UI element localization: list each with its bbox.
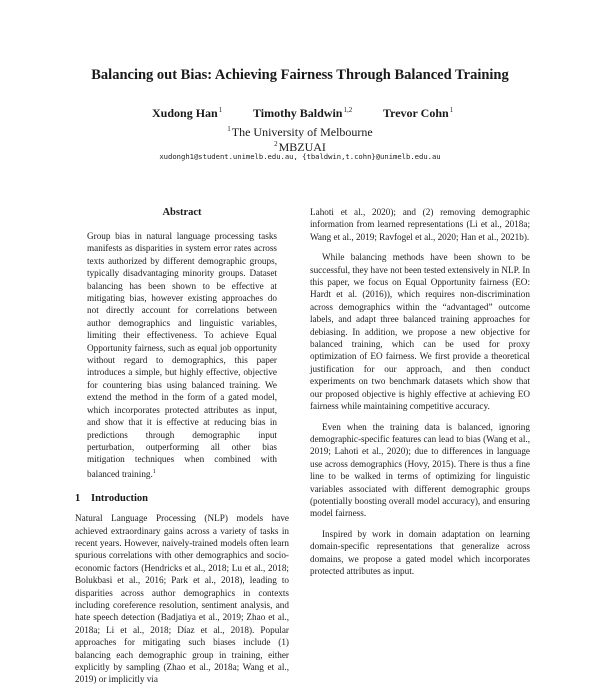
section-heading: [75, 492, 289, 506]
author-emails: xudongh1@student.unimelb.edu.au, {tbaldwin,t.cohn}@unimelb.edu.au: [159, 152, 441, 161]
body-paragraph: Even when the training data is balanced, ignoring demographic-specific features can lead to bias (Wang et al., 2019; Lahoti et al., 2020); due to differences in language use across demographics (Hovy, 2015). There is thus a fine line to be walked in terms of optimizing for linguistic variables associated with different demographic groups (potentially boosting overall model accuracy), and ensuring model fairness.: [310, 421, 530, 519]
author: [152, 106, 222, 121]
author: [253, 106, 352, 121]
footnote-mark: 1: [152, 468, 156, 475]
abstract-heading: Abstract: [162, 207, 202, 218]
affiliation-mark: 2: [274, 140, 278, 148]
body-paragraph: Inspired by work in domain adaptation on learning domain-specific representations that generalize across domains, we propose a gated model which incorporates protected attributes as input.: [310, 528, 530, 576]
section-title: Introduction: [91, 493, 148, 505]
affiliation-mark: 1: [227, 125, 231, 133]
author-affil-mark: 1,2: [343, 106, 353, 114]
body-paragraph: Lahoti et al., 2020); and (2) removing demographic information from learned representations (Li et al., 2018a; Wang et al., 2019; Ravfogel et al., 2020; Han et al., 2021b).: [310, 207, 530, 242]
body-paragraph: While balancing methods have been shown to be successful, they have not been tested extensively in NLP. In this paper, we focus on Equal Opportunity fairness (EO: Hardt et al. (2016)), which requires non-discrimination across demographics within the “advantaged” outcome labels, and adapt three balanced training approaches for debiasing. In addition, we propose a new objective for balanced training, which can be used for proxy optimization of EO fairness. We first provide a theoretical justification for our approach, and then conduct experiments on two benchmark datasets which show that our proposed objective is highly effective at achieving EO fairness while maintaining competitive accuracy.: [310, 252, 530, 412]
left-column: [75, 206, 289, 686]
author-name: Timothy Baldwin: [253, 106, 343, 120]
author-affil-mark: 1: [449, 106, 454, 114]
author-affil-mark: 1: [218, 106, 223, 114]
intro-paragraph: Natural Language Processing (NLP) models have achieved extraordinary gains across a variety of tasks in recent years. However, naively-trained models often learn spurious correlations with other demographics and socio-economic factors (Hendricks et al., 2018; Lu et al., 2018; Bolukbasi et al., 2016; Park et al., 2018), leading to disparities across author demographics in contexts including coreference resolution, sentiment analysis, and hate speech detection (Badjatiya et al., 2019; Zhao et al., 2018a; Li et al., 2018; Díaz et al., 2018). Popular approaches for mitigating such biases include (1) balancing each demographic group in training, either explicitly by sampling (Zhao et al., 2018a; Wang et al., 2019) or implicitly via: [75, 513, 289, 685]
author-name: Xudong Han: [152, 106, 218, 120]
abstract-text: Group bias in natural language processing tasks manifests as disparities in system error rates across texts authorized by different demographic groups, typically disadvantaging minority groups. Dataset balancing has been shown to be effective at mitigating bias, however existing approaches do not directly account for correlations between author demographics and linguistic variables, limiting their effectiveness. To achieve Equal Opportunity fairness, such as equal job opportunity without regard to demographics, this paper introduces a simple, but highly effective, objective for countering bias using balanced training. We extend the method in the form of a gated model, which incorporates protected attributes as input, and show that it is effective at reducing bias in predictions through demographic input perturbation, outperforming all other bias mitigation techniques when combined with balanced training.: [87, 231, 277, 479]
section-number: 1: [75, 493, 81, 505]
affiliation-name: The University of Melbourne: [231, 125, 373, 139]
abstract-body: [87, 230, 277, 480]
author: [383, 106, 453, 121]
paper-title: Balancing out Bias: Achieving Fairness Through Balanced Training: [91, 67, 509, 83]
right-column: [310, 206, 530, 585]
affiliation-name: MBZUAI: [278, 140, 326, 154]
author-list: [0, 106, 600, 122]
author-name: Trevor Cohn: [383, 106, 449, 120]
